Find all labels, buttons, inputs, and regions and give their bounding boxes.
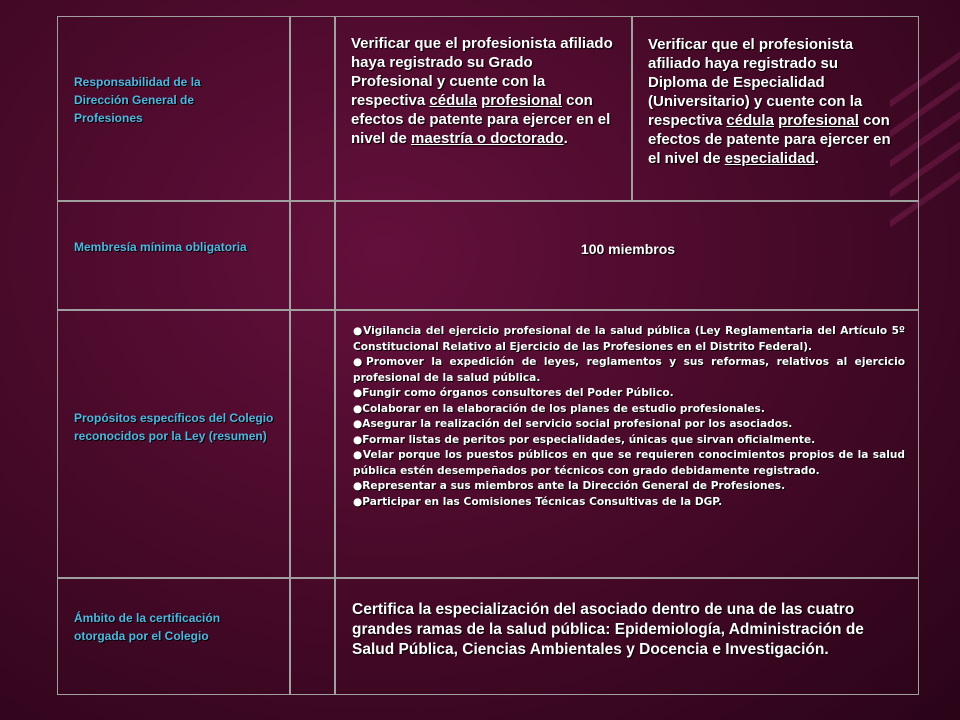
row-label-ambito: Ámbito de la certificación otorgada por el Colegio [74, 611, 221, 643]
list-item: ●Colaborar en la elaboración de los planes de estudio profesionales. [353, 402, 765, 415]
list-item: ●Velar porque los puestos públicos en que se requieren conocimientos propios de la salud pública estén desempeñados por técnicos con grado debidamente registrado. [353, 449, 905, 477]
cell-grado-profesional [335, 16, 632, 201]
membresia-value: 100 miembros [580, 241, 676, 257]
cell-empty-1 [290, 16, 335, 201]
cell-empty-4 [290, 578, 335, 695]
propositos-list [353, 324, 905, 510]
cell-propositos-label [57, 310, 290, 578]
grado-profesional-text: Verificar que el profesionista afiliado haya registrado su Grado Profesional y cuente con la respectiva cédula profesional con efectos de patente para ejercer en el nivel de maestría o doctorado. [351, 35, 613, 147]
ambito-value: Certifica la especialización del asociado dentro de una de las cuatro grandes ramas de la salud pública: Epidemiología, Administración de Salud Pública, Ciencias Ambientales y Docencia e Investigación. [352, 601, 864, 658]
list-item: ●Participar en las Comisiones Técnicas Consultivas de la DGP. [353, 495, 723, 508]
list-item: ●Fungir como órganos consultores del Poder Público. [353, 387, 674, 399]
row-label-responsabilidad: Responsabilidad de la Dirección General de Profesiones [74, 75, 201, 125]
cell-ambito-label [57, 578, 290, 695]
row-label-membresia: Membresía mínima obligatoria [74, 240, 247, 254]
row-label-propositos: Propósitos específicos del Colegio reconocidos por la Ley (resumen) [74, 411, 274, 443]
cell-membresia-label [57, 201, 290, 310]
list-item: ●Vigilancia del ejercicio profesional de la salud pública (Ley Reglamentaria del Artículo 5º Constitucional Relativo al Ejercicio de las Profesiones en el Distrito Federal). [353, 325, 905, 353]
list-item: ●Asegurar la realización del servicio social profesional por los asociados. [353, 418, 793, 430]
cell-empty-3 [290, 310, 335, 578]
cell-especialidad [632, 16, 919, 201]
cell-membresia-value [335, 201, 919, 310]
list-item: ●Representar a sus miembros ante la Dirección General de Profesiones. [353, 480, 786, 492]
cell-responsabilidad-label [57, 16, 290, 201]
list-item: ●Formar listas de peritos por especialidades, únicas que sirvan oficialmente. [353, 433, 816, 446]
especialidad-text: Verificar que el profesionista afiliado haya registrado su Diploma de Especialidad (Universitario) y cuente con la respectiva cédula profesional con efectos de patente para ejercer en el nivel de especialidad. [648, 36, 891, 167]
list-item: ●Promover la expedición de leyes, reglamentos y sus reformas, relativos al ejercicio profesional de la salud pública. [353, 356, 905, 384]
cell-propositos-list [335, 310, 919, 578]
cell-ambito-value [335, 578, 919, 695]
cell-empty-2 [290, 201, 335, 310]
